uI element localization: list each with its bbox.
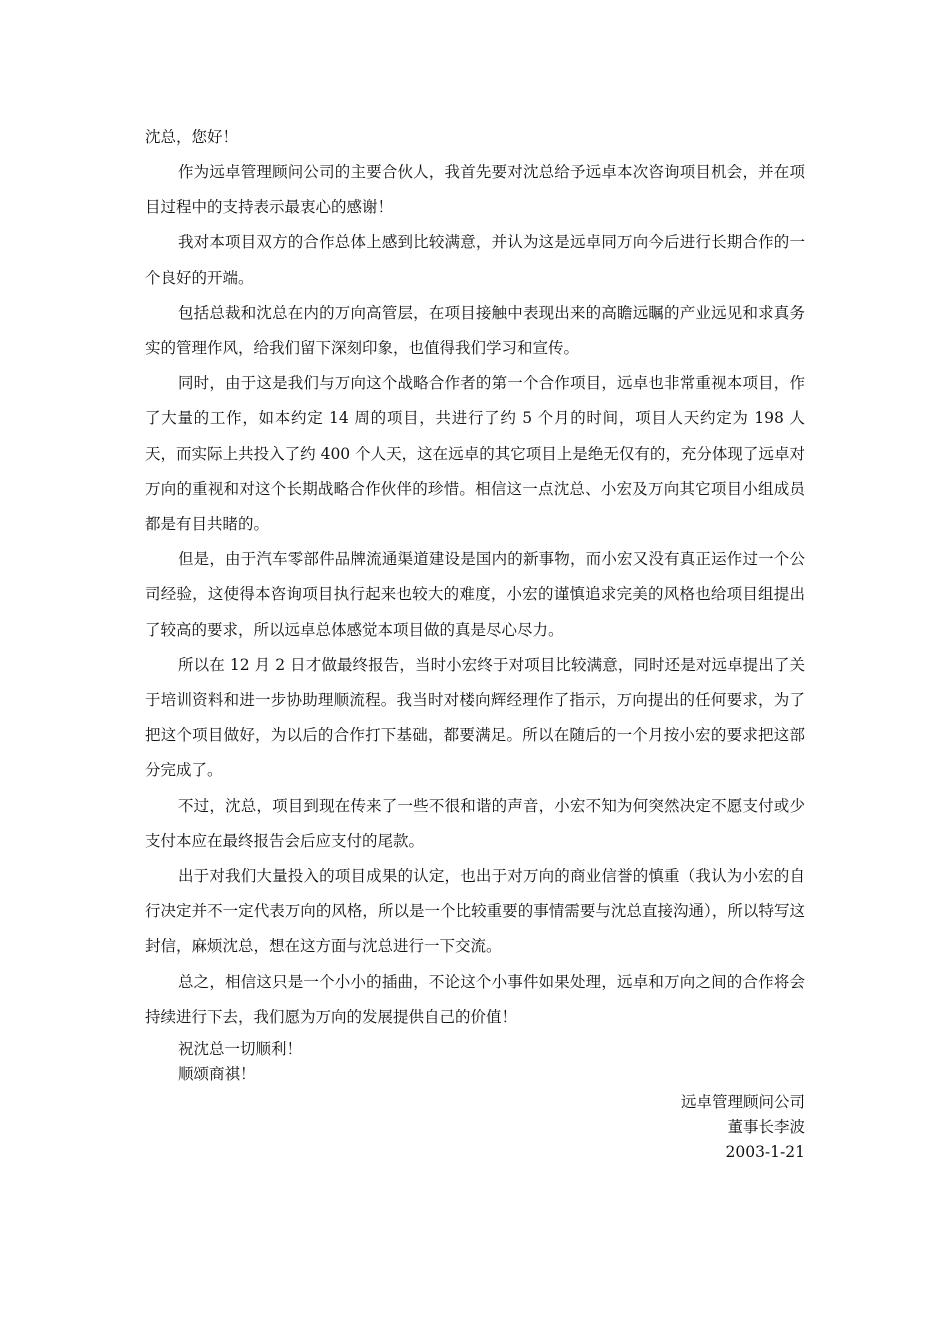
- closing-block: [145, 1037, 805, 1087]
- paragraph-3: 包括总裁和沈总在内的万向高管层，在项目接触中表现出来的高瞻远瞩的产业远见和求真务实的管理作风，给我们留下深刻印象，也值得我们学习和宣传。: [145, 303, 805, 358]
- paragraph-9: 总之，相信这只是一个小小的插曲，不论这个小事件如果处理，远卓和万向之间的合作将会持续进行下去，我们愿为万向的发展提供自己的价值！: [145, 972, 805, 1026]
- closing-wish: 祝沈总一切顺利！: [178, 1040, 303, 1059]
- signature-date: 2003-1-21: [725, 1143, 805, 1162]
- paragraph-1: 作为远卓管理顾问公司的主要合伙人，我首先要对沈总给予远卓本次咨询项目机会，并在项目过程中的支持表示最衷心的感谢！: [145, 163, 805, 217]
- paragraph-6: 所以在 12 月 2 日才做最终报告，当时小宏终于对项目比较满意，同时还是对远卓提出了关于培训资料和进一步协助理顺流程。我当时对楼向辉经理作了指示，万向提出的任何要求，为了把这个项目做好，为以后的合作打下基础，都要满足。所以在随后的一个月按小宏的要求把这部分完成了。: [145, 655, 805, 780]
- paragraph-2: 我对本项目双方的合作总体上感到比较满意，并认为这是远卓同万向今后进行长期合作的一个良好的开端。: [145, 233, 805, 287]
- paragraph-8: 出于对我们大量投入的项目成果的认定，也出于对万向的商业信誉的慎重（我认为小宏的自行决定并不一定代表万向的风格，所以是一个比较重要的事情需要与沈总直接沟通），所以特写这封信，麻烦沈总，想在这方面与沈总进行一下交流。: [145, 867, 805, 956]
- salutation: 沈总，您好！: [145, 128, 239, 146]
- paragraph-4: 同时，由于这是我们与万向这个战略合作者的第一个合作项目，远卓也非常重视本项目，作了大量的工作，如本约定 14 周的项目，共进行了约 5 个月的时间，项目人天约定为 198 人天，而实际上共投入了约 400 个人天，这在远卓的其它项目上是绝无仅有的，充分体现了远卓对万向的重视和对这个长期战略合作伙伴的珍惜。相信这一点沈总、小宏及万向其它项目小组成员都是有目共睹的。: [145, 374, 805, 534]
- closing-regards: 顺颂商祺！: [178, 1065, 256, 1084]
- paragraph-5: 但是，由于汽车零部件品牌流通渠道建设是国内的新事物，而小宏又没有真正运作过一个公司经验，这使得本咨询项目执行起来也较大的难度，小宏的谨慎追求完美的风格也给项目组提出了较高的要求，所以远卓总体感觉本项目做的真是尽心尽力。: [145, 550, 805, 639]
- signature-signer: 董事长李波: [727, 1118, 805, 1137]
- signature-block: [145, 1090, 805, 1165]
- letter-page: [145, 120, 805, 1165]
- signature-company: 远卓管理顾问公司: [680, 1093, 805, 1112]
- paragraph-7: 不过，沈总，项目到现在传来了一些不很和谐的声音，小宏不知为何突然决定不愿支付或少支付本应在最终报告会后应支付的尾款。: [145, 796, 805, 850]
